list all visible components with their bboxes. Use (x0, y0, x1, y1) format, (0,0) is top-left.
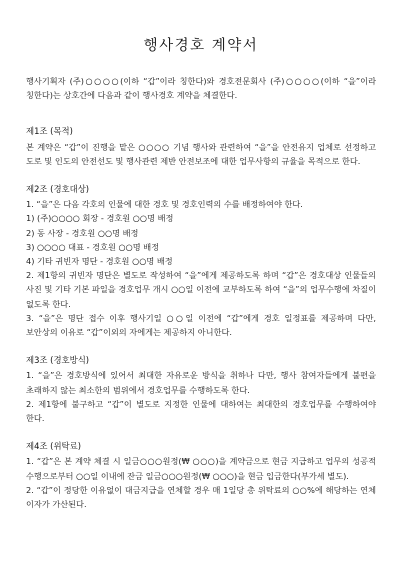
article-1 (26, 124, 376, 168)
article-title: 제3조 (경호방식) (26, 355, 90, 366)
document-title: 행사경호 계약서 (143, 38, 259, 54)
article-item: 1. “갑”은 본 계약 체결 시 일금○○○원정(₩ ○○○)을 계약금으로 현금 지급하고 업무의 성공적 수행으로부터 ○○일 이내에 잔금 일금○○○원정(₩ ○○○)을 현금 입금한다(부가세 별도). (26, 456, 376, 481)
article-title: 제4조 (위탁료) (26, 441, 81, 452)
article-item: 2. 제1항에 불구하고 “갑”이 별도로 지정한 인물에 대하여는 최대한의 경호업무를 수행하여야 한다. (26, 398, 376, 424)
article-item: 4) 기타 귀빈자 명단 - 경호원 ○○명 배정 (26, 256, 173, 267)
intro-paragraph: 행사기획자 (주)○○○○(이하 “갑”이라 칭한다)와 경호전문회사 (주)○○○○(이하 “을”이라 칭한다)는 상호간에 다음과 같이 행사경호 계약을 체결한다. (26, 76, 376, 101)
article-title: 제1조 (목적) (26, 126, 73, 137)
article-item: 2. “갑”이 정당한 이유없이 대금지급을 연체할 경우 매 1일당 총 위탁료의 ○○%에 해당하는 연체 이자가 가산된다. (26, 484, 376, 510)
contract-page (26, 34, 376, 525)
article-4 (26, 439, 376, 511)
article-item: 2) 동 사장 - 경호원 ○○명 배정 (26, 227, 139, 238)
article-item: 2. 제1항의 귀빈자 명단은 별도로 작성하여 “을”에게 제공하도록 하며 “갑”은 경호대상 인물들의 사진 및 기타 기본 파일을 경호업무 개시 ○○일 이전에 교부하도록 하여 “을”의 업무수행에 차질이 없도록 한다. (26, 270, 376, 309)
article-item: 본 계약은 “갑”이 진행을 맡은 ○○○○ 기념 행사와 관련하여 “을”을 안전유지 업체로 선정하고 도로 및 인도의 안전선도 및 행사관련 제반 안전보조에 대한 업무사항의 규율을 목적으로 한다. (26, 141, 376, 166)
article-item: 1. “을”은 경호방식에 있어서 최대한 자유로운 방식을 취하나 다만, 행사 참여자들에게 불편을 초래하지 않는 최소한의 범위에서 경호업무를 수행하도록 한다. (26, 370, 376, 395)
article-2 (26, 182, 376, 339)
article-title: 제2조 (경호대상) (26, 184, 90, 195)
article-item: 3. “을”은 명단 접수 이후 행사기일 ○○일 이전에 “갑”에게 경호 일정표를 제공하며 다만, 보안상의 이유로 “갑”이외의 자에게는 제공하지 아니한다. (26, 312, 376, 338)
article-item: 1. “을”은 다음 각호의 인물에 대한 경호 및 경호인력의 수를 배정하여야 한다. (26, 199, 303, 210)
article-item: 3) ○○○○ 대표 - 경호원 ○○명 배정 (26, 241, 160, 252)
article-item: 1) (주)○○○○ 회장 - 경호원 ○○명 배정 (26, 213, 174, 224)
article-3 (26, 353, 376, 425)
